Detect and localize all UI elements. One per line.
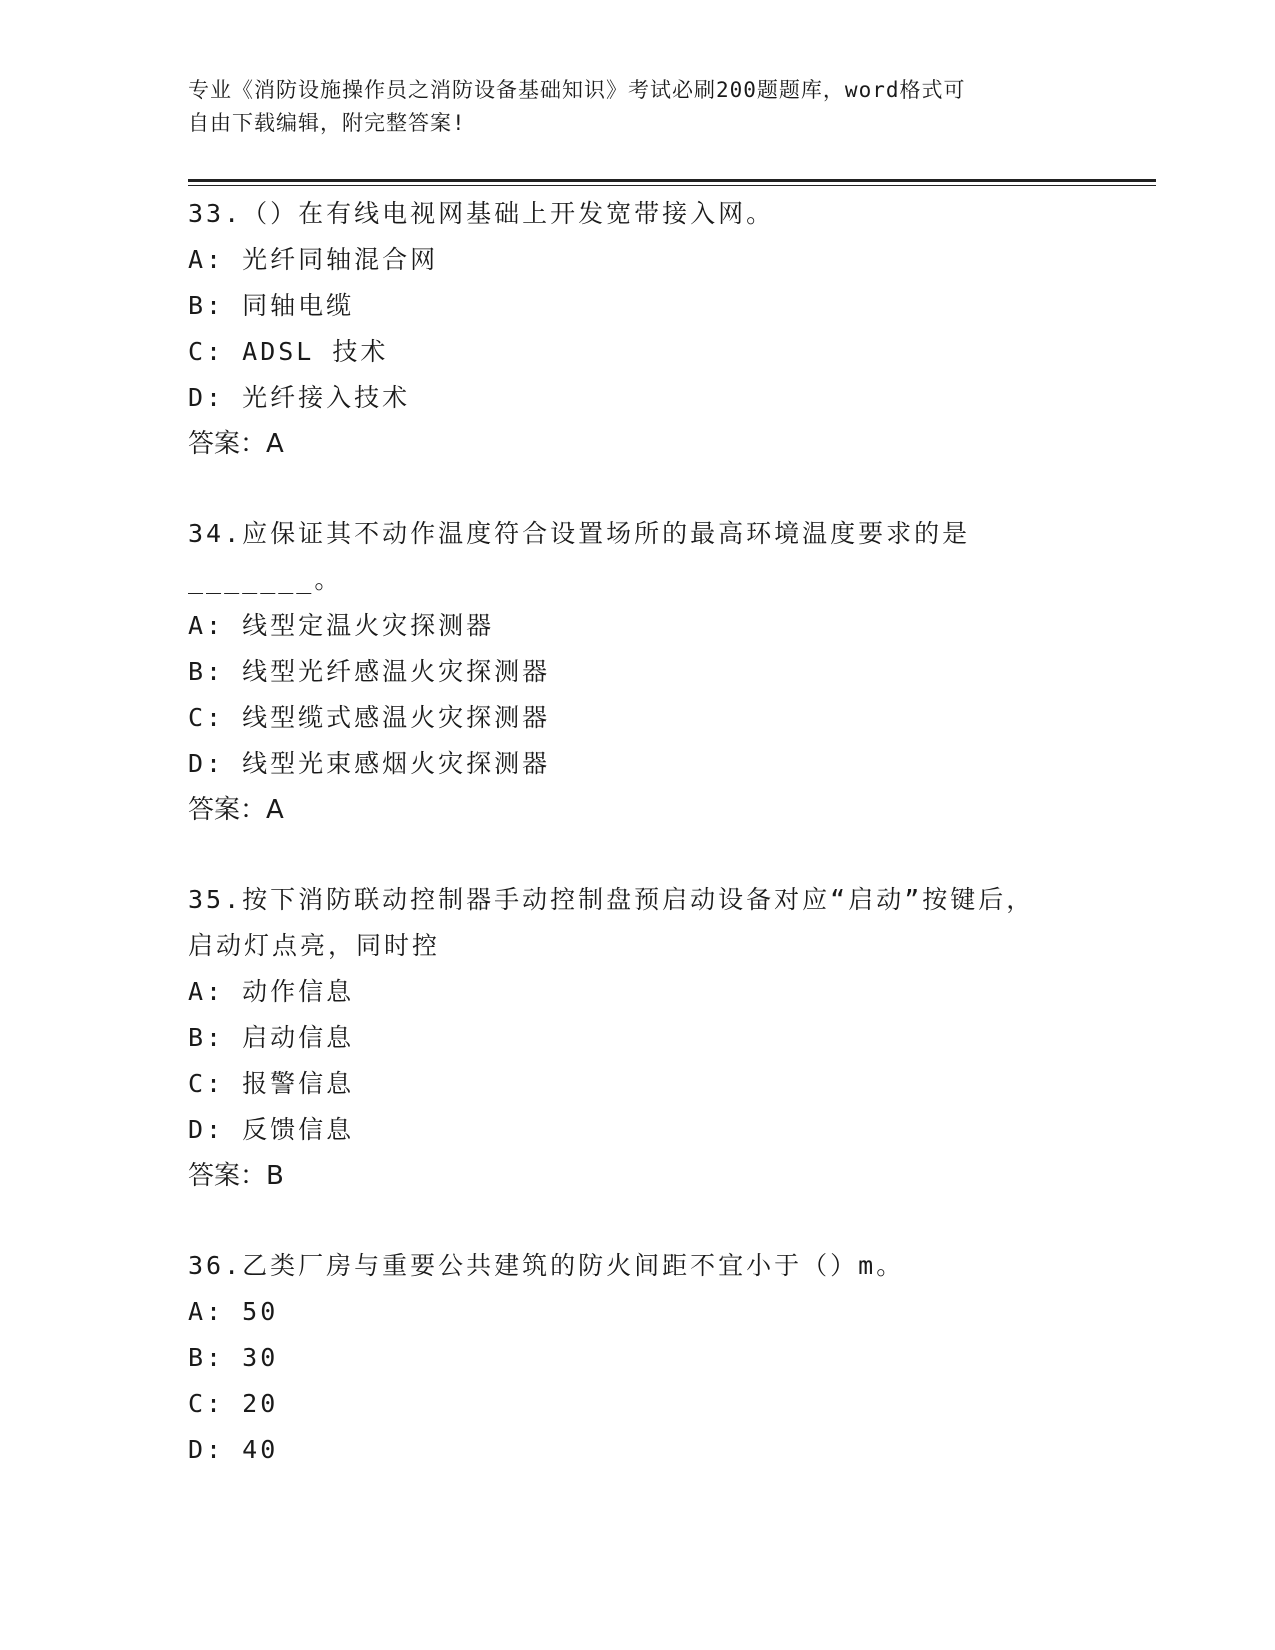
question-stem-blank: _______。: [188, 565, 343, 594]
option-d: D: 反馈信息: [188, 1115, 355, 1144]
option-d: D: 40: [188, 1435, 279, 1464]
header-line-2: 自由下载编辑，附完整答案!: [188, 111, 466, 135]
question-35: [188, 877, 1088, 1199]
question-stem-continued: 启动灯点亮，同时控: [188, 931, 441, 960]
question-stem: 36.乙类厂房与重要公共建筑的防火间距不宜小于（）m。: [188, 1251, 905, 1280]
answer-line: 答案：B: [188, 1161, 284, 1191]
option-d: D: 光纤接入技术: [188, 383, 411, 412]
option-a: A: 50: [188, 1297, 279, 1326]
option-b: B: 30: [188, 1343, 279, 1372]
option-b: B: 同轴电缆: [188, 291, 355, 320]
header-divider-thin: [188, 185, 1156, 186]
question-stem: 34.应保证其不动作温度符合设置场所的最高环境温度要求的是: [188, 519, 971, 548]
option-c: C: ADSL 技术: [188, 337, 389, 366]
option-a: A: 光纤同轴混合网: [188, 245, 439, 274]
option-b: B: 线型光纤感温火灾探测器: [188, 657, 551, 686]
option-b: B: 启动信息: [188, 1023, 355, 1052]
option-d: D: 线型光束感烟火灾探测器: [188, 749, 551, 778]
header-divider-thick: [188, 179, 1156, 182]
question-stem: 35.按下消防联动控制器手动控制盘预启动设备对应“启动”按键后，: [188, 885, 1035, 914]
answer-line: 答案：A: [188, 795, 284, 825]
question-34: [188, 511, 1088, 833]
option-a: A: 动作信息: [188, 977, 355, 1006]
header-line-1: 专业《消防设施操作员之消防设备基础知识》考试必刷200题题库，word格式可: [188, 78, 966, 102]
option-c: C: 线型缆式感温火灾探测器: [188, 703, 551, 732]
question-list: [188, 191, 1088, 1473]
option-c: C: 报警信息: [188, 1069, 355, 1098]
question-33: [188, 191, 1088, 467]
document-header: [188, 74, 1088, 140]
option-c: C: 20: [188, 1389, 279, 1418]
option-a: A: 线型定温火灾探测器: [188, 611, 495, 640]
answer-line: 答案：A: [188, 429, 284, 459]
question-36: [188, 1243, 1088, 1473]
question-stem: 33.（）在有线电视网基础上开发宽带接入网。: [188, 199, 775, 228]
